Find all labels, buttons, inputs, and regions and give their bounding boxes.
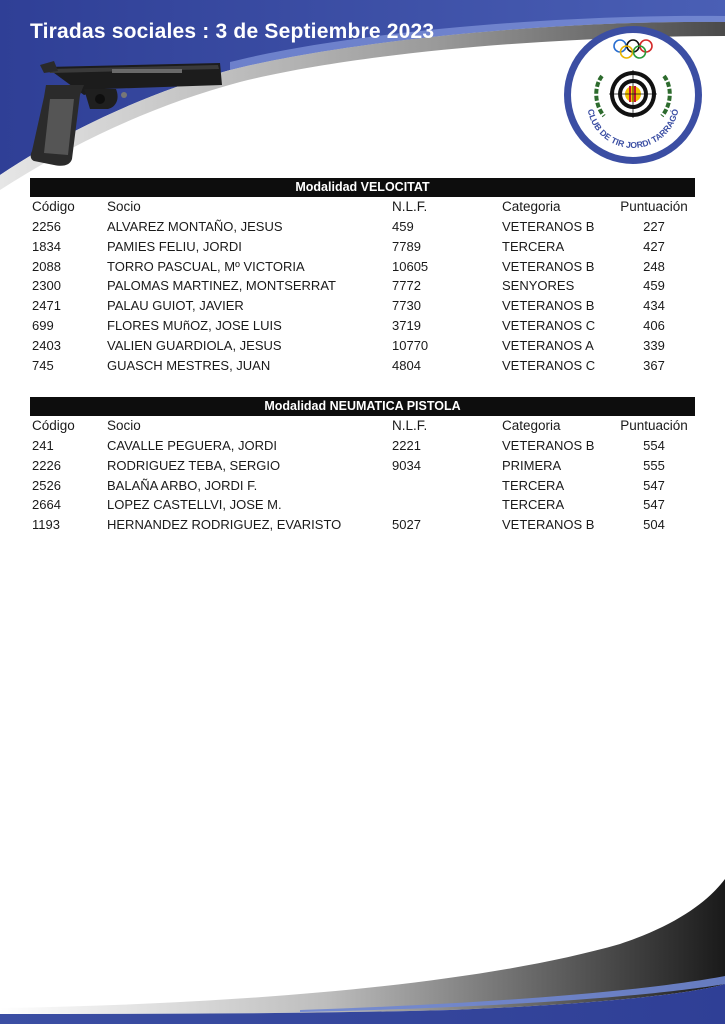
logo-ring-text: CLUB DE TIR JORDI TARRAGÓ (585, 107, 681, 151)
table-row (30, 217, 695, 237)
cell-socio: CAVALLE PEGUERA, JORDI (107, 438, 278, 453)
cell-categoria: VETERANOS B (502, 258, 595, 274)
cell-nlf: 3719 (392, 317, 421, 333)
cell-codigo: 2256 (32, 219, 61, 234)
cell-puntuacion: 555 (643, 457, 665, 473)
header-nlf: N.L.F. (392, 199, 428, 214)
section-neumatica-pistola (30, 397, 695, 535)
cell-categoria: VETERANOS B (502, 298, 595, 314)
table-row (30, 495, 695, 515)
cell-socio: PAMIES FELIU, JORDI (107, 238, 242, 254)
cell-codigo: 2226 (32, 457, 61, 473)
cell-puntuacion: 427 (643, 238, 665, 254)
table-row (30, 476, 695, 496)
table-row (30, 276, 695, 296)
results-table (30, 197, 695, 375)
table-row (30, 436, 695, 456)
table-row (30, 456, 695, 476)
cell-codigo: 241 (32, 438, 54, 453)
cell-categoria: PRIMERA (502, 457, 562, 473)
cell-puntuacion: 459 (643, 278, 665, 294)
cell-codigo: 745 (32, 357, 54, 373)
cell-nlf: 9034 (392, 457, 421, 473)
cell-nlf: 459 (392, 219, 414, 234)
cell-socio: FLORES MUñOZ, JOSE LUIS (107, 317, 282, 333)
table-row (30, 336, 695, 356)
cell-categoria: TERCERA (502, 497, 565, 513)
cell-puntuacion: 554 (643, 438, 665, 453)
cell-codigo: 2300 (32, 278, 61, 294)
table-row (30, 257, 695, 277)
cell-socio: VALIEN GUARDIOLA, JESUS (107, 337, 282, 353)
cell-puntuacion: 248 (643, 258, 665, 274)
header-puntuacion: Puntuación (620, 418, 688, 433)
cell-codigo: 1193 (32, 517, 60, 533)
cell-categoria: VETERANOS B (502, 517, 595, 533)
cell-categoria: VETERANOS A (502, 337, 594, 353)
table-header (30, 197, 695, 217)
cell-puntuacion: 504 (643, 517, 665, 533)
cell-socio: LOPEZ CASTELLVI, JOSE M. (107, 497, 282, 513)
cell-categoria: TERCERA (502, 477, 565, 493)
header-codigo: Código (32, 199, 75, 214)
table-row (30, 356, 695, 376)
table-header (30, 416, 695, 436)
cell-codigo: 2664 (32, 497, 61, 513)
section-title: Modalidad NEUMATICA PISTOLA (30, 397, 695, 416)
cell-categoria: VETERANOS B (502, 219, 595, 234)
cell-puntuacion: 339 (643, 337, 665, 353)
cell-categoria: VETERANOS C (502, 357, 596, 373)
cell-puntuacion: 547 (643, 497, 665, 513)
cell-categoria: VETERANOS B (502, 438, 595, 453)
header-codigo: Código (32, 418, 75, 433)
cell-codigo: 2526 (32, 477, 61, 493)
cell-nlf: 7789 (392, 238, 421, 254)
section-title: Modalidad VELOCITAT (30, 178, 695, 197)
cell-puntuacion: 434 (643, 298, 665, 314)
header-categoria: Categoria (502, 199, 561, 214)
cell-codigo: 699 (32, 317, 54, 333)
cell-codigo: 2088 (32, 258, 61, 274)
header-socio: Socio (107, 199, 141, 214)
cell-socio: ALVAREZ MONTAÑO, JESUS (107, 219, 283, 234)
table-row (30, 296, 695, 316)
cell-nlf: 10770 (392, 337, 429, 353)
page-title: Tiradas sociales : 3 de Septiembre 2023 (30, 20, 435, 43)
cell-categoria: VETERANOS C (502, 317, 596, 333)
table-row (30, 316, 695, 336)
cell-puntuacion: 406 (643, 317, 665, 333)
cell-socio: PALAU GUIOT, JAVIER (107, 298, 244, 314)
cell-socio: GUASCH MESTRES, JUAN (107, 357, 271, 373)
cell-socio: RODRIGUEZ TEBA, SERGIO (107, 457, 281, 473)
pistol-image (24, 55, 228, 170)
cell-nlf: 7730 (392, 298, 421, 314)
section-velocitat (30, 178, 695, 375)
header-puntuacion: Puntuación (620, 199, 688, 214)
cell-categoria: TERCERA (502, 238, 565, 254)
header-categoria: Categoria (502, 418, 561, 433)
footer-banner (0, 864, 725, 1024)
cell-codigo: 2403 (32, 337, 61, 353)
header-nlf: N.L.F. (392, 418, 428, 433)
cell-nlf: 10605 (392, 258, 429, 274)
cell-codigo: 1834 (32, 238, 61, 254)
table-row (30, 515, 695, 535)
header-socio: Socio (107, 418, 141, 433)
cell-categoria: SENYORES (502, 278, 575, 294)
cell-codigo: 2471 (32, 298, 61, 314)
cell-nlf: 2221 (392, 438, 421, 453)
cell-nlf: 7772 (392, 278, 421, 294)
cell-puntuacion: 367 (643, 357, 665, 373)
cell-nlf: 4804 (392, 357, 421, 373)
table-row (30, 237, 695, 257)
cell-socio: TORRO PASCUAL, Mº VICTORIA (107, 258, 305, 274)
club-logo (562, 24, 704, 166)
cell-socio: BALAÑA ARBO, JORDI F. (107, 477, 258, 493)
cell-puntuacion: 547 (643, 477, 665, 493)
cell-socio: HERNANDEZ RODRIGUEZ, EVARISTO (107, 517, 342, 533)
cell-puntuacion: 227 (643, 219, 665, 234)
results-table (30, 416, 695, 535)
cell-socio: PALOMAS MARTINEZ, MONTSERRAT (107, 278, 336, 294)
cell-nlf: 5027 (392, 517, 421, 533)
